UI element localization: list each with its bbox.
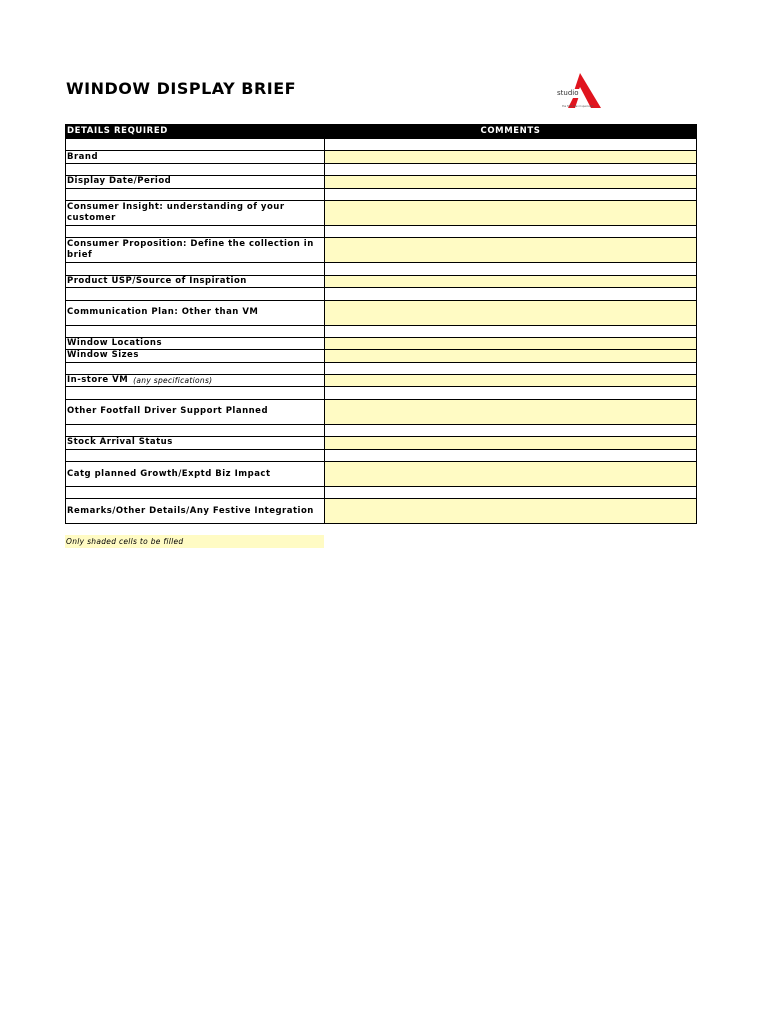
table-row <box>66 300 696 325</box>
table-row <box>66 374 696 386</box>
comment-cell <box>325 450 696 461</box>
comment-input-cell[interactable] <box>325 338 696 349</box>
comment-input-cell[interactable] <box>325 276 696 287</box>
table-row <box>66 150 696 162</box>
row-label <box>66 226 325 237</box>
comment-input-cell[interactable] <box>325 499 696 523</box>
table-row <box>66 225 696 237</box>
table-row <box>66 486 696 498</box>
comment-cell <box>325 164 696 175</box>
table-body <box>66 138 696 523</box>
comment-cell <box>325 226 696 237</box>
table-row <box>66 237 696 262</box>
comment-cell <box>325 387 696 398</box>
row-label-text: Consumer Proposition: Define the collection in brief <box>67 239 314 261</box>
row-label <box>66 326 325 337</box>
studio-logo <box>556 72 604 112</box>
row-label <box>66 151 325 162</box>
row-label <box>66 425 325 436</box>
row-label-text: Catg planned Growth/Exptd Biz Impact <box>67 468 271 479</box>
row-label <box>66 437 325 448</box>
comment-input-cell[interactable] <box>325 301 696 325</box>
row-label <box>66 301 325 325</box>
row-label <box>66 400 325 424</box>
table-row <box>66 436 696 448</box>
table-row <box>66 399 696 424</box>
row-label-text: Window Locations <box>67 338 163 349</box>
row-label-text: Remarks/Other Details/Any Festive Integration <box>67 505 314 516</box>
comment-cell <box>325 139 696 150</box>
comment-input-cell[interactable] <box>325 462 696 486</box>
table-row <box>66 337 696 349</box>
row-label <box>66 288 325 299</box>
row-label-text: Communication Plan: Other than VM <box>67 307 259 318</box>
comment-input-cell[interactable] <box>325 350 696 361</box>
row-label <box>66 238 325 262</box>
table-row <box>66 138 696 150</box>
comment-input-cell[interactable] <box>325 151 696 162</box>
table-row <box>66 287 696 299</box>
row-label <box>66 139 325 150</box>
comment-input-cell[interactable] <box>325 437 696 448</box>
comment-input-cell[interactable] <box>325 375 696 386</box>
comment-cell <box>325 487 696 498</box>
row-label-text: Stock Arrival Status <box>67 437 173 448</box>
row-label <box>66 462 325 486</box>
row-label <box>66 363 325 374</box>
row-label <box>66 176 325 187</box>
table-row <box>66 386 696 398</box>
brief-table <box>65 124 697 524</box>
comment-cell <box>325 326 696 337</box>
details-header: DETAILS REQUIRED <box>67 126 168 136</box>
comment-cell <box>325 363 696 374</box>
row-label-note: (any specifications) <box>133 376 213 386</box>
row-label-text: Display Date/Period <box>67 176 172 187</box>
table-row <box>66 424 696 436</box>
row-label <box>66 338 325 349</box>
page-title: WINDOW DISPLAY BRIEF <box>66 79 297 98</box>
row-label <box>66 263 325 274</box>
table-row <box>66 362 696 374</box>
comment-input-cell[interactable] <box>325 238 696 262</box>
comment-input-cell[interactable] <box>325 176 696 187</box>
row-label <box>66 499 325 523</box>
row-label-text: Window Sizes <box>67 350 139 361</box>
table-row <box>66 325 696 337</box>
table-row <box>66 349 696 361</box>
comment-cell <box>325 288 696 299</box>
row-label <box>66 350 325 361</box>
comments-header: COMMENTS <box>480 126 541 136</box>
row-label <box>66 387 325 398</box>
row-label <box>66 487 325 498</box>
row-label-text: Brand <box>67 151 99 162</box>
comment-input-cell[interactable] <box>325 400 696 424</box>
row-label <box>66 201 325 225</box>
table-row <box>66 163 696 175</box>
row-label <box>66 164 325 175</box>
row-label-text: Other Footfall Driver Support Planned <box>67 406 269 417</box>
row-label-text: In-store VM <box>67 375 129 386</box>
table-row <box>66 461 696 486</box>
comment-cell <box>325 425 696 436</box>
logo-word: studio <box>557 89 579 97</box>
row-label-text: Consumer Insight: understanding of your customer <box>67 201 285 223</box>
comment-cell <box>325 189 696 200</box>
row-label <box>66 375 325 386</box>
table-row <box>66 262 696 274</box>
table-row <box>66 449 696 461</box>
comment-input-cell[interactable] <box>325 201 696 225</box>
table-row <box>66 175 696 187</box>
table-row <box>66 275 696 287</box>
row-label <box>66 189 325 200</box>
table-row <box>66 200 696 225</box>
table-row <box>66 498 696 523</box>
footnote: Only shaded cells to be filled <box>65 535 324 548</box>
table-row <box>66 188 696 200</box>
row-label <box>66 450 325 461</box>
comment-cell <box>325 263 696 274</box>
table-header <box>66 125 696 138</box>
row-label <box>66 276 325 287</box>
logo-tagline: the first brand specialist <box>562 105 594 108</box>
row-label-text: Product USP/Source of Inspiration <box>67 275 247 286</box>
